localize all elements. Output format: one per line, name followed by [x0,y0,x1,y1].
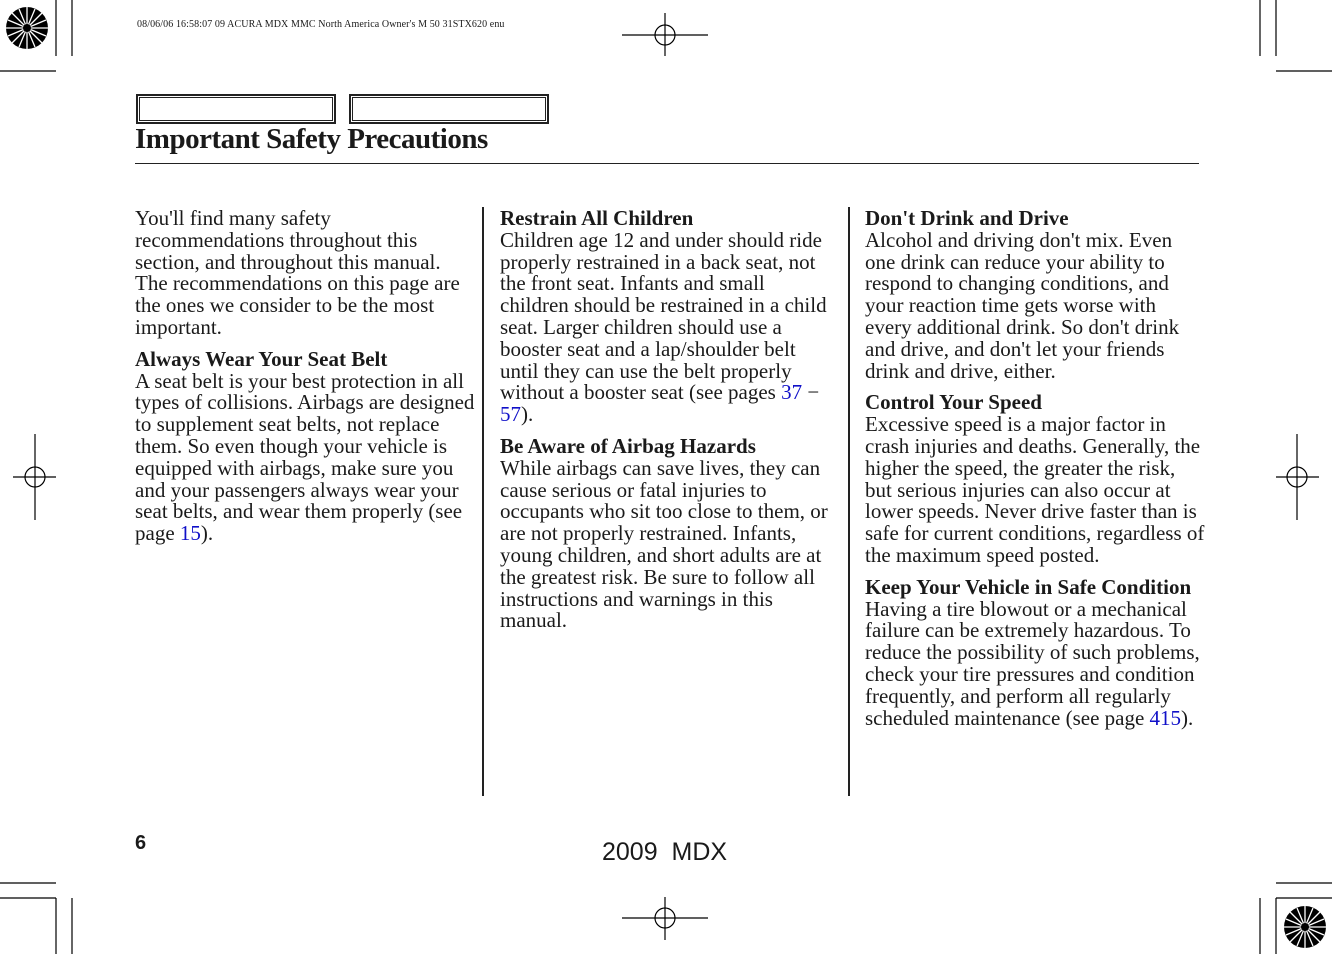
page-link-37[interactable]: 37 [781,380,803,405]
section-heading: Keep Your Vehicle in Safe Condition [865,574,1192,599]
section-heading: Don't Drink and Drive [865,206,1069,230]
footer-model: 2009 MDX [602,838,728,866]
section-body [135,368,475,546]
section-heading: Restrain All Children [500,206,694,230]
section-children [500,208,835,426]
section-heading: Control Your Speed [865,390,1042,415]
starburst-target-bottom-right [1284,906,1326,948]
intro-paragraph: You'll find many safety recommendations throughout this section, and throughout this manual. The recommendations on this page are the ones we consider to be the most important. [135,206,460,339]
page-number: 6 [135,832,147,854]
column-2 [500,208,835,642]
body-end: ). [521,402,534,427]
section-body: While airbags can save lives, they can cause serious or fatal injuries to occupants who sit too close to them, or are not properly restrained. Infants, young children, and short adults are at the greatest risk. Be sure to follow all instructions and warnings in this manual. [500,455,828,633]
body-text: Having a tire blowout or a mechanical failure can be extremely hazardous. To reduce the possibility of such problems, check your tire pressures and condition frequently, and perform all regularly scheduled maintenance (see page [865,596,1200,730]
range-dash: − [802,380,820,405]
body-text: A seat belt is your best protection in all types of collisions. Airbags are designed to supplement seat belts, not replace them. So even though your vehicle is equipped with airbags, make sure you and your passengers always wear your seat belts, and wear them properly (see page [135,368,475,546]
section-body: Alcohol and driving don't mix. Even one drink can reduce your ability to respond to changing conditions, and your reaction time gets worse with every additional drink. So don't drink and drive, and don't let your friends drink and drive, either. [865,227,1180,383]
section-body [865,596,1205,730]
body-end: ). [200,521,214,546]
nav-button-right[interactable] [349,94,549,124]
body-end: ). [1181,705,1194,730]
column-divider-2 [848,207,850,796]
print-info: 08/06/06 16:58:07 09 ACURA MDX MMC North America Owner's M 50 31STX620 enu [137,19,505,30]
column-3 [865,208,1205,739]
column-1 [135,208,475,555]
body-text: Children age 12 and under should ride properly restrained in a back seat, not the front seat. Infants and small children should be restrained in a child seat. Larger children should use a booster seat and a lap/shoulder belt until they can use the belt properly without a booster seat (see pages [500,227,827,405]
section-drink-drive [865,208,1205,382]
column-divider-1 [482,207,484,796]
page-link-15[interactable]: 15 [179,521,201,546]
starburst-target-top-left [6,7,48,49]
page-link-415[interactable]: 415 [1149,705,1182,730]
section-seat-belt [135,346,475,546]
page-link-57[interactable]: 57 [500,402,521,427]
title-divider [135,163,1199,164]
page-title: Important Safety Precautions [135,123,488,155]
nav-button-left[interactable] [136,94,336,124]
section-speed [865,392,1205,566]
section-heading: Be Aware of Airbag Hazards [500,433,756,458]
section-airbag [500,433,835,633]
section-body: Excessive speed is a major factor in crash injuries and deaths. Generally, the higher the speed, the greater the risk, but serious injuries can also occur at lower speeds. Never drive faster than is safe for current conditions, regardless of the maximum speed posted. [865,412,1205,567]
section-body [500,227,835,427]
section-heading: Always Wear Your Seat Belt [135,346,388,371]
section-vehicle-condition [865,574,1205,730]
